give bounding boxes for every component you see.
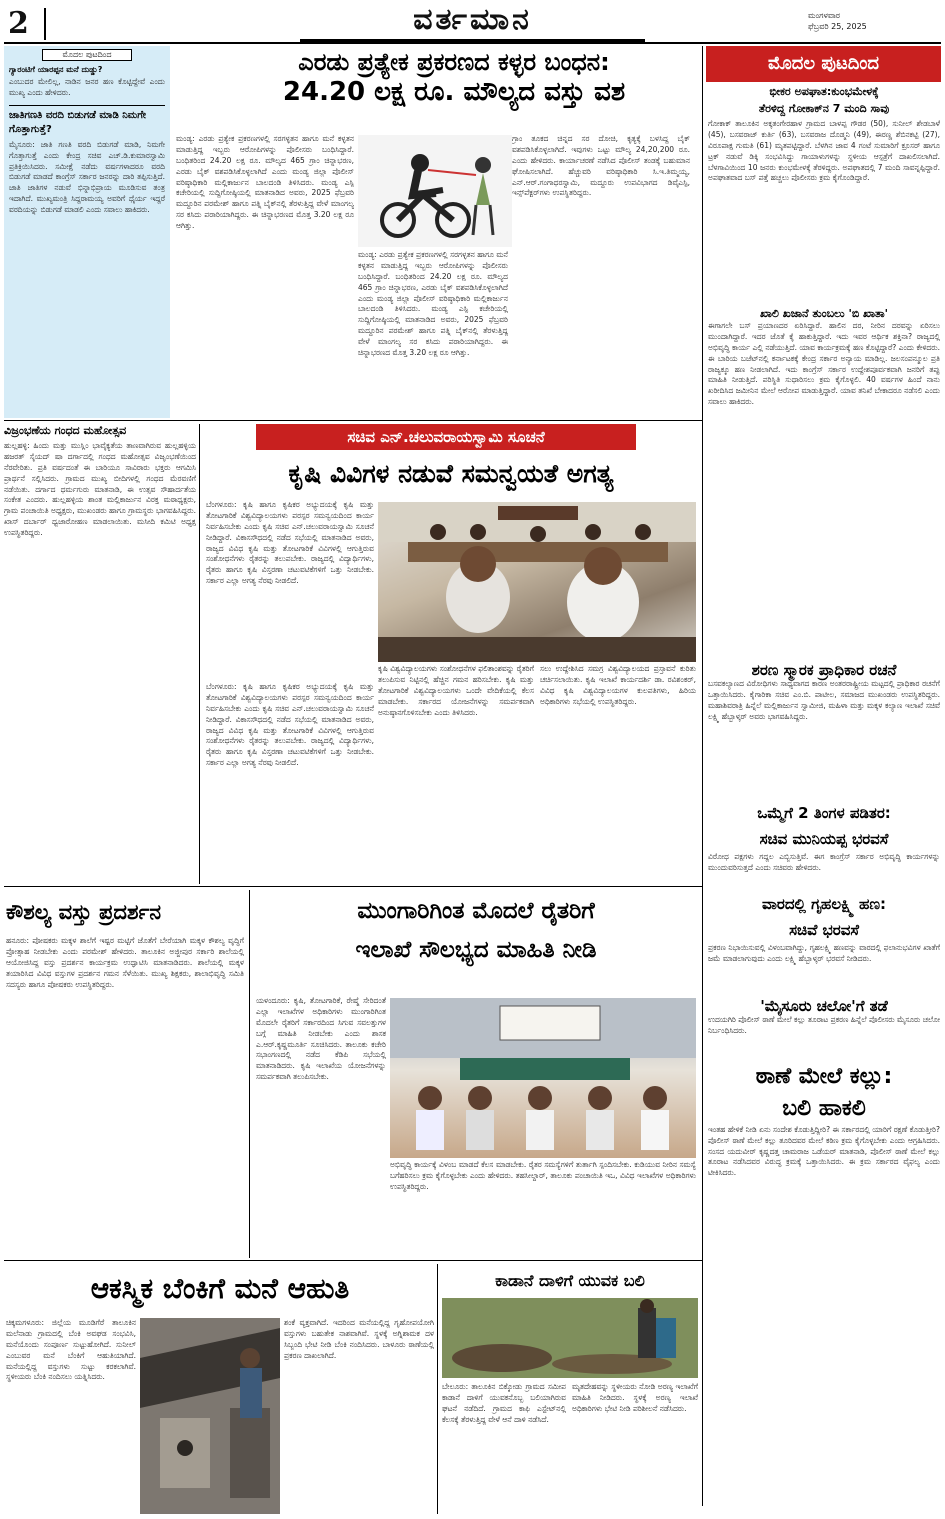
burnt-house-photo bbox=[140, 1318, 280, 1514]
headline-line-1: ಮುಂಗಾರಿಗಿಂತ ಮೊದಲೆ ರೈತರಿಗೆ bbox=[357, 898, 595, 924]
elephant-headline: ಕಾಡಾನೆ ದಾಳಿಗೆ ಯುವಕ ಬಲಿ bbox=[495, 1271, 645, 1290]
story-title bbox=[708, 84, 940, 117]
thief-illustration bbox=[358, 135, 512, 247]
mid-story-body-4: ಬೆಂಗಳೂರು: ಕೃಷಿ ಹಾಗೂ ಕೃಷಿಕರ ಅಭ್ಯುದಯಕ್ಕೆ ಕೃಷಿ ಮತ್ತು ತೋಟಗಾರಿಕೆ ವಿಶ್ವವಿದ್ಯಾಲಯಗಳು ಪರಸ್ಪರ ಸಮನ್ವಯದಿಂದ ಕಾರ್ಯ ನಿರ್ವಹಿಸಬೇಕು ಎಂದು ಕೃಷಿ ಸಚಿವ ಎನ್.ಚಲುವರಾಯಸ್ವಾಮಿ ಸೂಚನೆ ನೀಡಿದ್ದಾರೆ. ವಿಕಾಸಸೌಧದಲ್ಲಿ ನಡೆದ ಸಭೆಯಲ್ಲಿ ಮಾತನಾಡಿದ ಅವರು, ರಾಜ್ಯದ ವಿವಿಧ ಕೃಷಿ ಮತ್ತು ತೋಟಗಾರಿಕೆ ವಿವಿಗಳಲ್ಲಿ ಆಗುತ್ತಿರುವ ಸಂಶೋಧನೆಗಳು ರೈತರನ್ನು ತಲುಪಬೇಕು. ರಾಜ್ಯದಲ್ಲಿ ವಿದ್ಯಾರ್ಥಿಗಳು, ರೈತರು ಹಾಗೂ ಕೃಷಿ ವಿಸ್ತರಣಾ ಚಟುವಟಿಕೆಗಳಿಗೆ ಒತ್ತು ನೀಡಬೇಕು. ಸರ್ಕಾರ ಎಲ್ಲಾ ಅಗತ್ಯ ನೆರವು ನೀಡಲಿದೆ. bbox=[206, 682, 374, 768]
elephant-body-1: ಬೇಲೂರು: ತಾಲೂಕಿನ ಬಿಕ್ಕೋಡು ಗ್ರಾಮದ ಸಮೀಪ ಕಾಡಾನೆ ದಾಳಿಗೆ ಯುವಕನೊಬ್ಬ ಬಲಿಯಾಗಿರುವ ಘಟನೆ ನಡೆದಿದೆ. ಗ್ರಾಮದ ಕಾಫಿ ಎಸ್ಟೇಟ್‌ನಲ್ಲಿ ಕೆಲಸಕ್ಕೆ ತೆರಳುತ್ತಿದ್ದ ವೇಳೆ ಆನೆ ದಾಳಿ ನಡೆಸಿದೆ. bbox=[442, 1382, 566, 1424]
elephant-body-2: ಮೃತದೇಹವನ್ನು ಸ್ಥಳೀಯರು ನೋಡಿ ಅರಣ್ಯ ಇಲಾಖೆಗೆ ಮಾಹಿತಿ ನೀಡಿದರು. ಸ್ಥಳಕ್ಕೆ ಅರಣ್ಯ ಇಲಾಖೆ ಅಧಿಕಾರಿಗಳು ಭೇಟಿ ನೀಡಿ ಪರಿಶೀಲನೆ ನಡೆಸಿದರು. bbox=[572, 1382, 698, 1413]
mid-left-column bbox=[4, 424, 196, 884]
story-title: 'ಮೈಸೂರು ಚಲೋ'ಗೆ ತಡೆ bbox=[760, 997, 888, 1015]
story-body: ಗೋಕಾಕ್ ತಾಲೂಕಿನ ಅಕ್ಕತಂಗೇರಹಾಳ ಗ್ರಾಮದ ಬಾಳಪ್ಪ ಗೌಡರ (50), ಸುನೀಲ್ ಶೇಡಬಾಳೆ (45), ಬಸವರಾಜ್ ಕುರ್ತಿ (63), ಬಸವರಾಜ ದೊಡ್ಮನಿ (49), ಈರಣ್ಣ ಶೆಬಿನಕಟ್ಟಿ (27), ವಿರೂಪಾಕ್ಷ ಗುಮತಿ (61) ಮೃತಪಟ್ಟಿದ್ದಾರೆ. ಬೆಳಗಿನ ಜಾವ 4 ಗಂಟೆ ಸುಮಾರಿಗೆ ಕ್ರೂಸರ್ ಹಾಗೂ ಟ್ರಕ್ ನಡುವೆ ಡಿಕ್ಕಿ ಸಂಭವಿಸಿದ್ದು ಗಾಯಾಳುಗಳನ್ನು ಸ್ಥಳೀಯ ಆಸ್ಪತ್ರೆಗೆ ದಾಖಲಿಸಲಾಗಿದೆ. ಬೆಳಗಾವಿಯಿಂದ 10 ಜನರು ಕುಂಭಮೇಳಕ್ಕೆ ತೆರಳಿದ್ದರು. ಅಪಘಾತದಲ್ಲಿ 7 ಮಂದಿ ಸಾವನ್ನಪ್ಪಿದ್ದಾರೆ. ಅಪಘಾತವಾದ ಬಸ್ ಪತ್ತೆ ಹಚ್ಚಲು ಪೊಲೀಸರು ಕ್ರಮ ಕೈಗೊಂಡಿದ್ದಾರೆ. bbox=[708, 119, 940, 183]
title-line: ಠಾಣೆ ಮೇಲೆ ಕಲ್ಲು: bbox=[755, 1064, 893, 1089]
column-divider bbox=[249, 890, 250, 1258]
top-story-body-2: ಗ್ರಾಂ ತೂಕದ ಚಿನ್ನದ ಸರ ದೋಚಿ, ಕೃತ್ಯಕ್ಕೆ ಬಳಸಿದ್ದ ಬೈಕ್ ವಶಪಡಿಸಿಕೊಳ್ಳಲಾಗಿದೆ. ಇವುಗಳು ಒಟ್ಟು ಮೌಲ್ಯ 24,20,200 ರೂ. ಎಂದು ಹೇಳಿದರು. ಕಾರ್ಯಾಚರಣೆ ನಡೆಸಿದ ಪೊಲೀಸ್ ತಂಡಕ್ಕೆ ಬಹುಮಾನ ಘೋಷಿಸಲಾಗಿದೆ. ಹೆಚ್ಚುವರಿ ವರಿಷ್ಠಾಧಿಕಾರಿ ಸಿ.ಇ.ತಿಮ್ಮಯ್ಯ, ಎನ್.ಆರ್.ಗಂಗಾಧರಸ್ವಾಮಿ, ಮದ್ದೂರು ಉಪವಿಭಾಗದ ಡಿವೈಎಸ್ಪಿ, ಇನ್ಸ್‌ಪೆಕ್ಟರ್‌ಗಳು ಉಪಸ್ಥಿತರಿದ್ದರು. bbox=[512, 134, 690, 198]
story-body: ಇಂತಹ ಹೇಳಿಕೆ ನೀಡಿ ಏನು ಸಂದೇಶ ಕೊಡುತ್ತಿದ್ದೀರಿ? ಈ ಸರ್ಕಾರದಲ್ಲಿ ಯಾರಿಗೆ ರಕ್ಷಣೆ ಕೊಡುತ್ತೀರಿ? ಪೊಲೀಸ್ ಠಾಣೆ ಮೇಲೆ ಕಲ್ಲು ತೂರಿದವರ ಮೇಲೆ ಕಠಿಣ ಕ್ರಮ ಕೈಗೊಳ್ಳಬೇಕು ಎಂದು ಆಗ್ರಹಿಸಿದರು. ಸಂಸದ ಯದುವೀರ್ ಕೃಷ್ಣದತ್ತ ಚಾಮರಾಜ ಒಡೆಯರ್ ಮಾತನಾಡಿ, ಪೊಲೀಸ್ ಠಾಣೆ ಮೇಲೆ ಕಲ್ಲು ತೂರಾಟ ನಡೆಸಿದವರ ವಿರುದ್ಧ ಕ್ರಮಕ್ಕೆ ಒತ್ತಾಯಿಸಿದರು. ಈ ಕ್ರಮ ಸರ್ಕಾರದ ವೈಫಲ್ಯ ಎಂದು ಟೀಕಿಸಿದರು. bbox=[708, 1124, 940, 1178]
fire-body-1: ಚಿಕ್ಕಮಗಳೂರು: ಜಿಲ್ಲೆಯ ಮೂಡಿಗೆರೆ ತಾಲೂಕಿನ ಮಲೆನಾಡು ಗ್ರಾಮದಲ್ಲಿ ಬೆಂಕಿ ಅವಘಡ ಸಂಭವಿಸಿ, ಮನೆಯೊಂದು ಸಂಪೂರ್ಣ ಸುಟ್ಟುಹೋಗಿದೆ. ಸುನೀಲ್ ಎಂಬುವರ ಮನೆ ಬೆಂಕಿಗೆ ಆಹುತಿಯಾಗಿದೆ. ಮನೆಯಲ್ಲಿದ್ದ ವಸ್ತುಗಳು ಸುಟ್ಟು ಕರಕಲಾಗಿವೆ. ಸ್ಥಳೀಯರು ಬೆಂಕಿ ನಂದಿಸಲು ಯತ್ನಿಸಿದರು. bbox=[6, 1318, 136, 1382]
story-title: ವಿಜ್ರಂಭಣೆಯ ಗಂಧದ ಮಹೋತ್ಸವ bbox=[4, 424, 127, 437]
story-title: ಜಾತಿಗಣತಿ ವರದಿ ಬಿಡುಗಡೆ ಮಾಡಿ ನಿಮಗೇ ಗೊತ್ತಾಗುತ್ತೆ? bbox=[9, 109, 146, 135]
mid-story-body-1: ಬೆಂಗಳೂರು: ಕೃಷಿ ಹಾಗೂ ಕೃಷಿಕರ ಅಭ್ಯುದಯಕ್ಕೆ ಕೃಷಿ ಮತ್ತು ತೋಟಗಾರಿಕೆ ವಿಶ್ವವಿದ್ಯಾಲಯಗಳು ಪರಸ್ಪರ ಸಮನ್ವಯದಿಂದ ಕಾರ್ಯ ನಿರ್ವಹಿಸಬೇಕು ಎಂದು ಕೃಷಿ ಸಚಿವ ಎನ್.ಚಲುವರಾಯಸ್ವಾಮಿ ಸೂಚನೆ ನೀಡಿದ್ದಾರೆ. ವಿಕಾಸಸೌಧದಲ್ಲಿ ನಡೆದ ಸಭೆಯಲ್ಲಿ ಮಾತನಾಡಿದ ಅವರು, ರಾಜ್ಯದ ವಿವಿಧ ಕೃಷಿ ಮತ್ತು ತೋಟಗಾರಿಕೆ ವಿವಿಗಳಲ್ಲಿ ಆಗುತ್ತಿರುವ ಸಂಶೋಧನೆಗಳು ರೈತರನ್ನು ತಲುಪಬೇಕು. ರಾಜ್ಯದಲ್ಲಿ ವಿದ್ಯಾರ್ಥಿಗಳು, ರೈತರು ಹಾಗೂ ಕೃಷಿ ವಿಸ್ತರಣಾ ಚಟುವಟಿಕೆಗಳಿಗೆ ಒತ್ತು ನೀಡಬೇಕು. ಸರ್ಕಾರ ಎಲ್ಲಾ ಅಗತ್ಯ ನೆರವು ನೀಡಲಿದೆ. bbox=[206, 500, 374, 586]
day-label: ಮಂಗಳವಾರ bbox=[808, 11, 841, 20]
story-body: ಬಸವಕಲ್ಯಾಣದ ವಿರೋಧಿಗಳು ಸಾಧ್ಯವಾಗದ ಕಾರಣ ಅಂತರರಾಷ್ಟ್ರೀಯ ಮಟ್ಟದಲ್ಲಿ ಪ್ರಾಧಿಕಾರ ರಚನೆಗೆ ಒತ್ತಾಯಿಸಿದರು. ಕೈಗಾರಿಕಾ ಸಚಿವ ಎಂ.ಬಿ. ಪಾಟೀಲ, ಸಮಾಜದ ಮುಖಂಡರು ಉಪಸ್ಥಿತರಿದ್ದರು. ಮಹಾಶಿವರಾತ್ರಿ ಹಿನ್ನೆಲೆ ಮಲ್ಲಿಕಾರ್ಜುನ ಸ್ವಾಮೀಜಿ, ಮಹಿಳಾ ಮತ್ತು ಮಕ್ಕಳ ಕಲ್ಯಾಣ ಇಲಾಖೆ ಸಚಿವೆ ಲಕ್ಷ್ಮಿ ಹೆಬ್ಬಾಳ್ಕರ್ ಅವರು ಭಾಗವಹಿಸಿದ್ದರು. bbox=[708, 679, 940, 721]
bottom-left-body: ಹನೂರು: ಪೋಷಕರು ಮಕ್ಕಳ ಶಾಲೆಗೆ ಇಷ್ಟರ ಮಟ್ಟಿಗೆ ಜೊತೆಗೆ ಬೇರೆಯಾಗಿ ಮಕ್ಕಳ ಕೌಶಲ್ಯ ವೃದ್ಧಿಗೆ ಪ್ರೋತ್ಸಾಹ ನೀಡಬೇಕು ಎಂದು ಪರಮೇಶ್ ಹೇಳಿದರು. ತಾಲೂಕಿನ ಅಜ್ಜೀಪುರ ಸರ್ಕಾರಿ ಶಾಲೆಯಲ್ಲಿ ಆಯೋಜಿಸಿದ್ದ ವಸ್ತು ಪ್ರದರ್ಶನ ಕಾರ್ಯಕ್ರಮ ಉದ್ಘಾಟಿಸಿ ಮಾತನಾಡಿದರು. ಶಾಲೆಯಲ್ಲಿ ಮಕ್ಕಳ ತಯಾರಿಸಿದ ವಿವಿಧ ವಸ್ತುಗಳ ಪ್ರದರ್ಶನ ಗಮನ ಸೆಳೆಯಿತು. ಮುಖ್ಯ ಶಿಕ್ಷಕರು, ಶಾಲಾಭಿವೃದ್ಧಿ ಸಮಿತಿ ಸದಸ್ಯರು ಹಾಗೂ ಪೋಷಕರು ಉಪಸ್ಥಿತರಿದ್ದರು. bbox=[6, 936, 244, 989]
column-divider bbox=[199, 424, 200, 884]
elephant-attack-photo bbox=[442, 1298, 698, 1378]
page-number-divider bbox=[44, 8, 46, 40]
right-column-divider bbox=[702, 46, 703, 1506]
story-body: ಹುಲ್ಲಹಳ್ಳಿ: ಹಿಂದು ಮತ್ತು ಮುಸ್ಲಿಂ ಭಾವೈಕ್ಯತೆಯ ತಾಣವಾಗಿರುವ ಹುಲ್ಲಹಳ್ಳಿಯ ಹಜರತ್ ಸೈಯದ್ ಷಾ ದರ್ಗಾದಲ್ಲಿ ಗಂಧದ ಮಹೋತ್ಸವ ವಿಜೃಂಭಣೆಯಿಂದ ನೆರವೇರಿತು. ಪ್ರತಿ ವರ್ಷದಂತೆ ಈ ಬಾರಿಯೂ ಸಾವಿರಾರು ಭಕ್ತರು ಆಗಮಿಸಿ ಪ್ರಾರ್ಥನೆ ಸಲ್ಲಿಸಿದರು. ಗ್ರಾಮದ ಮುಖ್ಯ ಬೀದಿಗಳಲ್ಲಿ ಗಂಧದ ಮೆರವಣಿಗೆ ನಡೆಯಿತು. ದರ್ಗಾದ ಧರ್ಮಗುರು ಮಾತನಾಡಿ, ಈ ಉತ್ಸವ ಸೌಹಾರ್ದತೆಯ ಸಂಕೇತ ಎಂದರು. ಹುಲ್ಲಹಳ್ಳಿಯ ಶಾಂತ ಮಲ್ಲಿಕಾರ್ಜುನ ವಿರಕ್ತ ಮಠಾಧ್ಯಕ್ಷರು, ಗ್ರಾಮ ಪಂಚಾಯಿತಿ ಅಧ್ಯಕ್ಷರು, ಮುಖಂಡರು ಹಾಗೂ ಗ್ರಾಮಸ್ಥರು ಭಾಗವಹಿಸಿದ್ದರು. ಖಾಸ್ ದರ್ಬಾರ್ ಧ್ವಜಾರೋಹಣ ಮಾಡಲಾಯಿತು. ಮಸೀದಿ ಕಮಿಟಿ ಅಧ್ಯಕ್ಷ ಉಪಸ್ಥಿತರಿದ್ದರು. bbox=[4, 441, 196, 537]
story-body: ಮೈಸೂರು: ಜಾತಿ ಗಣತಿ ವರದಿ ಬಿಡುಗಡೆ ಮಾಡಿ, ನಿಮಗೇ ಗೊತ್ತಾಗುತ್ತೆ ಎಂದು ಕೇಂದ್ರ ಸಚಿವ ಎಚ್.ಡಿ.ಕುಮಾರಸ್ವಾಮಿ ಪ್ರತಿಕ್ರಿಯಿಸಿದರು. ಸಮೀಕ್ಷೆ ನಡೆದು ವರ್ಷಗಳಾದರೂ ವರದಿ ಬಿಡುಗಡೆ ಮಾಡದೆ ಕಾಂಗ್ರೆಸ್ ಸರ್ಕಾರ ಜನರನ್ನು ದಾರಿ ತಪ್ಪಿಸುತ್ತಿದೆ. ಜಾತಿ ಜಾತಿಗಳ ನಡುವೆ ಭಿನ್ನಾಭಿಪ್ರಾಯ ಮೂಡಿಸುವ ತಂತ್ರ ಇದಾಗಿದೆ. ಮುಖ್ಯಮಂತ್ರಿ ಸಿದ್ದರಾಮಯ್ಯ ಅವರಿಗೆ ಧೈರ್ಯ ಇದ್ದರೆ ವರದಿಯನ್ನು ಬಿಡುಗಡೆ ಮಾಡಲಿ ಎಂದು ಸವಾಲು ಹಾಕಿದರು. bbox=[9, 139, 165, 214]
title-line: ಬಲಿ ಹಾಕಲಿ bbox=[782, 1095, 866, 1121]
header-rule bbox=[4, 42, 941, 44]
mid-story-body-2: ಕೃಷಿ ವಿಶ್ವವಿದ್ಯಾಲಯಗಳು ಸಂಶೋಧನೆಗಳ ಫಲಿತಾಂಶವನ್ನು ರೈತರಿಗೆ ತಲುಪಿಸುವ ನಿಟ್ಟಿನಲ್ಲಿ ಹೆಚ್ಚಿನ ಗಮನ ಹರಿಸಬೇಕು. ಕೃಷಿ ಮತ್ತು ತೋಟಗಾರಿಕೆ ವಿಶ್ವವಿದ್ಯಾಲಯಗಳು ಒಂದೇ ವೇದಿಕೆಯಲ್ಲಿ ಕೆಲಸ ಮಾಡಬೇಕು. ಸರ್ಕಾರದ ಯೋಜನೆಗಳನ್ನು ಸಮರ್ಪಕವಾಗಿ ಅನುಷ್ಠಾನಗೊಳಿಸಬೇಕು ಎಂದು ತಿಳಿಸಿದರು. bbox=[378, 664, 534, 717]
mid-headline: ಕೃಷಿ ವಿವಿಗಳ ನಡುವೆ ಸಮನ್ವಯತೆ ಅಗತ್ಯ bbox=[288, 459, 614, 488]
bottom-left-headline: ಕೌಶಲ್ಯ ವಸ್ತು ಪ್ರದರ್ಶನ bbox=[6, 900, 162, 924]
story-body: ಪ್ರಕರಣ ನಿಭಾಯಿಸುವಲ್ಲಿ ವಿಳಂಬವಾಗಿದ್ದು, ಗೃಹಲಕ್ಷ್ಮಿ ಹಣವನ್ನು ವಾರದಲ್ಲಿ ಫಲಾನುಭವಿಗಳ ಖಾತೆಗೆ ಜಮೆ ಮಾಡಲಾಗುವುದು ಎಂದು ಲಕ್ಷ್ಮಿ ಹೆಬ್ಬಾಳ್ಕರ್ ಭರವಸೆ ನೀಡಿದರು. bbox=[708, 943, 940, 963]
meeting-photo bbox=[378, 502, 696, 662]
fire-headline: ಆಕಸ್ಮಿಕ ಬೆಂಕಿಗೆ ಮನೆ ಆಹುತಿ bbox=[90, 1272, 350, 1305]
story-body: ಈಗಾಗಲೇ ಬಸ್ ಪ್ರಯಾಣದರ ಏರಿಸಿದ್ದಾರೆ. ಹಾಲಿನ ದರ, ನೀರಿನ ದರವನ್ನು ಏರಿಸಲು ಮುಂದಾಗಿದ್ದಾರೆ. ಇದರ ಜೊತೆ ಕೈ ಹಾಕುತ್ತಿದ್ದಾರೆ. ಇದು ಇವರ ಆರ್ಥಿಕ ಶಕ್ತಿನಾ? ರಾಜ್ಯದಲ್ಲಿ ಅಭಿವೃದ್ಧಿ ಕಾರ್ಯ ಎಲ್ಲಿ ನಡೆಯುತ್ತಿದೆ. ಯಾವ ಕಾರ್ಯಕ್ರಮಕ್ಕೆ ಹಣ ಕೊಟ್ಟಿದ್ದಾರೆ? ಎಂದು ಕೇಳಿದರು. ಈ ಬಾರಿಯ ಬಜೆಟ್‌ನಲ್ಲಿ ಕರ್ನಾಟಕಕ್ಕೆ ಕೇಂದ್ರ ಸರ್ಕಾರ ಅನ್ಯಾಯ ಮಾಡಿಲ್ಲ. ಜಲಸಂಪನ್ಮೂಲ ಪ್ರತಿ ರಾಜ್ಯಕ್ಕೂ ಹಣ ನೀಡಲಾಗಿದೆ. ಇದು ಕಾಂಗ್ರೆಸ್ ಸರ್ಕಾರ ಉದ್ದೇಶಪೂರ್ವಕವಾಗಿ ಜನರಿಗೆ ತಪ್ಪು ಮಾಹಿತಿ ನೀಡುತ್ತಿದೆ. ಪರಿಸ್ಥಿತಿ ಸುಧಾರಿಸಲು ಕ್ರಮ ಕೈಗೊಳ್ಳಲಿ. 40 ವರ್ಷಗಳ ಹಿಂದೆ ನಾನು ಖರೀದಿಸಿದ ಜಮೀನಿನ ಮೇಲೆ ಆರೋಪ ಮಾಡುತ್ತಿದ್ದಾರೆ. ಯಾವ ತನಿಖೆ ಬೇಕಾದರೂ ನಡೆಸಲಿ ಎಂದು ಸವಾಲು ಹಾಕಿದರು. bbox=[708, 321, 940, 407]
bottom-mid-body-1: ಯಳಂದೂರು: ಕೃಷಿ, ತೋಟಗಾರಿಕೆ, ರೇಷ್ಮೆ ಸೇರಿದಂತೆ ಎಲ್ಲಾ ಇಲಾಖೆಗಳ ಅಧಿಕಾರಿಗಳು ಮುಂಗಾರಿಗಿಂತ ಮೊದಲೇ ರೈತರಿಗೆ ಸರ್ಕಾರದಿಂದ ಸಿಗುವ ಸವಲತ್ತುಗಳ ಬಗ್ಗೆ ಮಾಹಿತಿ ನೀಡಬೇಕು ಎಂದು ಶಾಸಕ ಎ.ಆರ್.ಕೃಷ್ಣಮೂರ್ತಿ ಸೂಚಿಸಿದರು. ತಾಲೂಕು ಕಚೇರಿ ಸಭಾಂಗಣದಲ್ಲಿ ನಡೆದ ಕೆಡಿಪಿ ಸಭೆಯಲ್ಲಿ ಮಾತನಾಡಿದರು. ಕೃಷಿ ಇಲಾಖೆಯ ಯೋಜನೆಗಳನ್ನು ಸಮರ್ಪಕವಾಗಿ ತಲುಪಿಸಬೇಕು. bbox=[256, 996, 386, 1082]
top-headline bbox=[176, 48, 732, 138]
title-line: ಸಚಿವ ಮುನಿಯಪ್ಪ ಭರವಸೆ bbox=[759, 829, 889, 848]
date-label: ಫೆಬ್ರವರಿ 25, 2025 bbox=[808, 22, 867, 32]
mid-story-body-3: ಸಲು ಉದ್ದೇಶಿಸಿದ ಸಮಗ್ರ ವಿಶ್ವವಿದ್ಯಾಲಯದ ಪ್ರಸ್ತಾವನೆ ಕುರಿತು ಚರ್ಚಿಸಲಾಯಿತು. ಕೃಷಿ ಇಲಾಖೆ ಕಾರ್ಯದರ್ಶಿ ಡಾ. ರವಿಶಂಕರ್, ವಿವಿಧ ಕೃಷಿ ವಿಶ್ವವಿದ್ಯಾಲಯಗಳ ಕುಲಪತಿಗಳು, ಹಿರಿಯ ಅಧಿಕಾರಿಗಳು ಸಭೆಯಲ್ಲಿ ಉಪಸ್ಥಿತರಿದ್ದರು. bbox=[540, 664, 696, 706]
bottom-mid-body-2: ಅಭಿವೃದ್ಧಿ ಕಾರ್ಯಕ್ಕೆ ವಿಳಂಬ ಮಾಡದೆ ಕೆಲಸ ಮಾಡಬೇಕು. ರೈತರ ಸಮಸ್ಯೆಗಳಿಗೆ ತುರ್ತಾಗಿ ಸ್ಪಂದಿಸಬೇಕು. ಕುಡಿಯುವ ನೀರಿನ ಸಮಸ್ಯೆ ಬಗೆಹರಿಸಲು ಕ್ರಮ ಕೈಗೊಳ್ಳಬೇಕು ಎಂದು ಹೇಳಿದರು. ತಹಸೀಲ್ದಾರ್, ತಾಲೂಕು ಪಂಚಾಯಿತಿ ಇಒ, ವಿವಿಧ ಇಲಾಖೆಗಳ ಅಧಿಕಾರಿಗಳು ಉಪಸ್ಥಿತರಿದ್ದರು. bbox=[390, 1160, 696, 1191]
page-number: 2 bbox=[8, 6, 29, 41]
section-rule bbox=[4, 886, 702, 887]
title-line: ಸಚಿವೆ ಭರವಸೆ bbox=[789, 920, 859, 939]
headline-line-1: ಎರಡು ಪ್ರತ್ಯೇಕ ಪ್ರಕರಣದ ಕಳ್ಳರ ಬಂಧನ: bbox=[298, 48, 610, 76]
headline-line-2: 24.20 ಲಕ್ಷ ರೂ. ಮೌಲ್ಯದ ವಸ್ತು ವಶ bbox=[282, 76, 626, 107]
top-story-body-3: ಮಂಡ್ಯ: ಎರಡು ಪ್ರತ್ಯೇಕ ಪ್ರಕರಣಗಳಲ್ಲಿ ಸರಗಳ್ಳತನ ಹಾಗೂ ಮನೆ ಕಳ್ಳತನ ಮಾಡುತ್ತಿದ್ದ ಇಬ್ಬರು ಆರೋಪಿಗಳನ್ನು ಪೊಲೀಸರು ಬಂಧಿಸಿದ್ದಾರೆ. ಬಂಧಿತರಿಂದ 24.20 ಲಕ್ಷ ರೂ. ಮೌಲ್ಯದ 465 ಗ್ರಾಂ ಚಿನ್ನಾಭರಣ, ಎರಡು ಬೈಕ್ ವಶಪಡಿಸಿಕೊಳ್ಳಲಾಗಿದೆ ಎಂದು ಮಂಡ್ಯ ಜಿಲ್ಲಾ ಪೊಲೀಸ್ ವರಿಷ್ಠಾಧಿಕಾರಿ ಮಲ್ಲಿಕಾರ್ಜುನ ಬಾಲದಂಡಿ ತಿಳಿಸಿದರು. ಮಂಡ್ಯ ಎಸ್ಪಿ ಕಚೇರಿಯಲ್ಲಿ ಸುದ್ದಿಗೋಷ್ಠಿಯಲ್ಲಿ ಮಾತನಾಡಿದ ಅವರು, 2025 ಫೆಬ್ರವರಿ ಮದ್ದೂರಿನ ಪರಮೇಶ್ ಹಾಗೂ ಪತ್ನಿ ಬೈಕ್‌ನಲ್ಲಿ ತೆರಳುತ್ತಿದ್ದ ವೇಳೆ ಮಾಂಗಲ್ಯ ಸರ ಕಸಿದು ಪರಾರಿಯಾಗಿದ್ದರು. ಈ ಚಿನ್ನಾಭರಣದ ಮೊತ್ತ 3.20 ಲಕ್ಷ ರೂ ಆಗಿತ್ತು. bbox=[358, 250, 508, 357]
story-title: ಶರಣ ಸ್ಮಾರಕ ಪ್ರಾಧಿಕಾರ ರಚನೆ bbox=[751, 661, 897, 679]
date-block bbox=[808, 10, 938, 42]
headline-line-2: ಇಲಾಖೆ ಸೌಲಭ್ಯದ ಮಾಹಿತಿ ನೀಡಿ bbox=[355, 937, 597, 964]
kdp-meeting-photo bbox=[390, 998, 696, 1158]
section-label-red: ಮೊದಲ ಪುಟದಿಂದ bbox=[706, 46, 941, 82]
title-line: ಭೀಕರ ಅಪಘಾತ:ಕುಂಭಮೇಳಕ್ಕೆ bbox=[769, 85, 879, 98]
story-title bbox=[708, 1061, 940, 1125]
left-column bbox=[4, 46, 170, 418]
column-divider bbox=[437, 1264, 438, 1514]
story-body: ಉದಯಗಿರಿ ಪೊಲೀಸ್ ಠಾಣೆ ಮೇಲೆ ಕಲ್ಲು ತೂರಾಟ ಪ್ರಕರಣ ಹಿನ್ನೆಲೆ ಪೊಲೀಸರು ಮೈಸೂರು ಚಲೋ ನಿರ್ಬಂಧಿಸಿದರು. bbox=[708, 1015, 940, 1035]
story-title bbox=[708, 892, 940, 943]
right-column bbox=[708, 84, 940, 1509]
story-title: ಖಾಲಿ ಖಜಾನೆ ತುಂಬಲು 'ಬಿ ಖಾತಾ' bbox=[759, 307, 889, 320]
title-line: ಒಮ್ಮೆಗೆ 2 ತಿಂಗಳ ಪಡಿತರ: bbox=[757, 804, 891, 822]
story-body: ವಿರೋಧ ಪಕ್ಷಗಳು ಗದ್ದಲ ಎಬ್ಬಿಸುತ್ತಿವೆ. ಈಗ ಕಾಂಗ್ರೆಸ್ ಸರ್ಕಾರ ಅಭಿವೃದ್ಧಿ ಕಾರ್ಯಗಳನ್ನು ಮುಂದುವರಿಸುತ್ತದೆ ಎಂದು ಸಚಿವರು ಹೇಳಿದರು. bbox=[708, 852, 940, 872]
title-line: ತೆರಳಿದ್ದ ಗೋಕಾಕ್‌ನ 7 ಮಂದಿ ಸಾವು bbox=[758, 101, 890, 115]
bottom-mid-headline bbox=[256, 892, 696, 988]
top-story-body-1: ಮಂಡ್ಯ: ಎರಡು ಪ್ರತ್ಯೇಕ ಪ್ರಕರಣಗಳಲ್ಲಿ ಸರಗಳ್ಳತನ ಹಾಗೂ ಮನೆ ಕಳ್ಳತನ ಮಾಡುತ್ತಿದ್ದ ಇಬ್ಬರು ಆರೋಪಿಗಳನ್ನು ಪೊಲೀಸರು ಬಂಧಿಸಿದ್ದಾರೆ. ಬಂಧಿತರಿಂದ 24.20 ಲಕ್ಷ ರೂ. ಮೌಲ್ಯದ 465 ಗ್ರಾಂ ಚಿನ್ನಾಭರಣ, ಎರಡು ಬೈಕ್ ವಶಪಡಿಸಿಕೊಳ್ಳಲಾಗಿದೆ ಎಂದು ಮಂಡ್ಯ ಜಿಲ್ಲಾ ಪೊಲೀಸ್ ವರಿಷ್ಠಾಧಿಕಾರಿ ಮಲ್ಲಿಕಾರ್ಜುನ ಬಾಲದಂಡಿ ತಿಳಿಸಿದರು. ಮಂಡ್ಯ ಎಸ್ಪಿ ಕಚೇರಿಯಲ್ಲಿ ಸುದ್ದಿಗೋಷ್ಠಿಯಲ್ಲಿ ಮಾತನಾಡಿದ ಅವರು, 2025 ಫೆಬ್ರವರಿ ಮದ್ದೂರಿನ ಪರಮೇಶ್ ಹಾಗೂ ಪತ್ನಿ ಬೈಕ್‌ನಲ್ಲಿ ತೆರಳುತ್ತಿದ್ದ ವೇಳೆ ಮಾಂಗಲ್ಯ ಸರ ಕಸಿದು ಪರಾರಿಯಾಗಿದ್ದರು. ಈ ಚಿನ್ನಾಭರಣದ ಮೊತ್ತ 3.20 ಲಕ್ಷ ರೂ ಆಗಿತ್ತು. bbox=[176, 134, 354, 230]
section-rule bbox=[4, 1260, 702, 1261]
title-line: ವಾರದಲ್ಲಿ ಗೃಹಲಕ್ಷ್ಮಿ ಹಣ: bbox=[761, 895, 887, 913]
masthead: ವರ್ತಮಾನ bbox=[300, 2, 645, 42]
story-body: ಎಂಬುದರ ಮೇಲಿಲ್ಲ, ನಾಡಿನ ಜನರ ಹಣ ಕೊಟ್ಟಿದ್ದೇವೆ ಎಂದು ಮುಖ್ಯ ಎಂದು ಹೇಳಿದರು. bbox=[9, 77, 165, 97]
story-title bbox=[708, 801, 940, 852]
section-rule bbox=[4, 420, 702, 421]
fire-body-2: ಶಂಕೆ ವ್ಯಕ್ತವಾಗಿದೆ. ಇದರಿಂದ ಮನೆಯಲ್ಲಿದ್ದ ಗೃಹೋಪಯೋಗಿ ವಸ್ತುಗಳು ಬಹುತೇಕ ನಾಶವಾಗಿವೆ. ಸ್ಥಳಕ್ಕೆ ಅಗ್ನಿಶಾಮಕ ದಳ ಸಿಬ್ಬಂದಿ ಭೇಟಿ ನೀಡಿ ಬೆಂಕಿ ನಂದಿಸಿದರು. ಬಾಳೂರು ಠಾಣೆಯಲ್ಲಿ ಪ್ರಕರಣ ದಾಖಲಾಗಿದೆ. bbox=[284, 1318, 434, 1360]
story-title: ಗ್ಯಾರಂಟಿಗೆ ಯಾರಪ್ಪನ ಮನೆ ದುಡ್ಡು? bbox=[9, 65, 103, 74]
section-label: ಮೊದಲ ಪುಟದಿಂದ bbox=[42, 49, 132, 61]
story-banner: ಸಚಿವ ಎನ್.ಚಲುವರಾಯಸ್ವಾಮಿ ಸೂಚನೆ bbox=[256, 424, 636, 450]
